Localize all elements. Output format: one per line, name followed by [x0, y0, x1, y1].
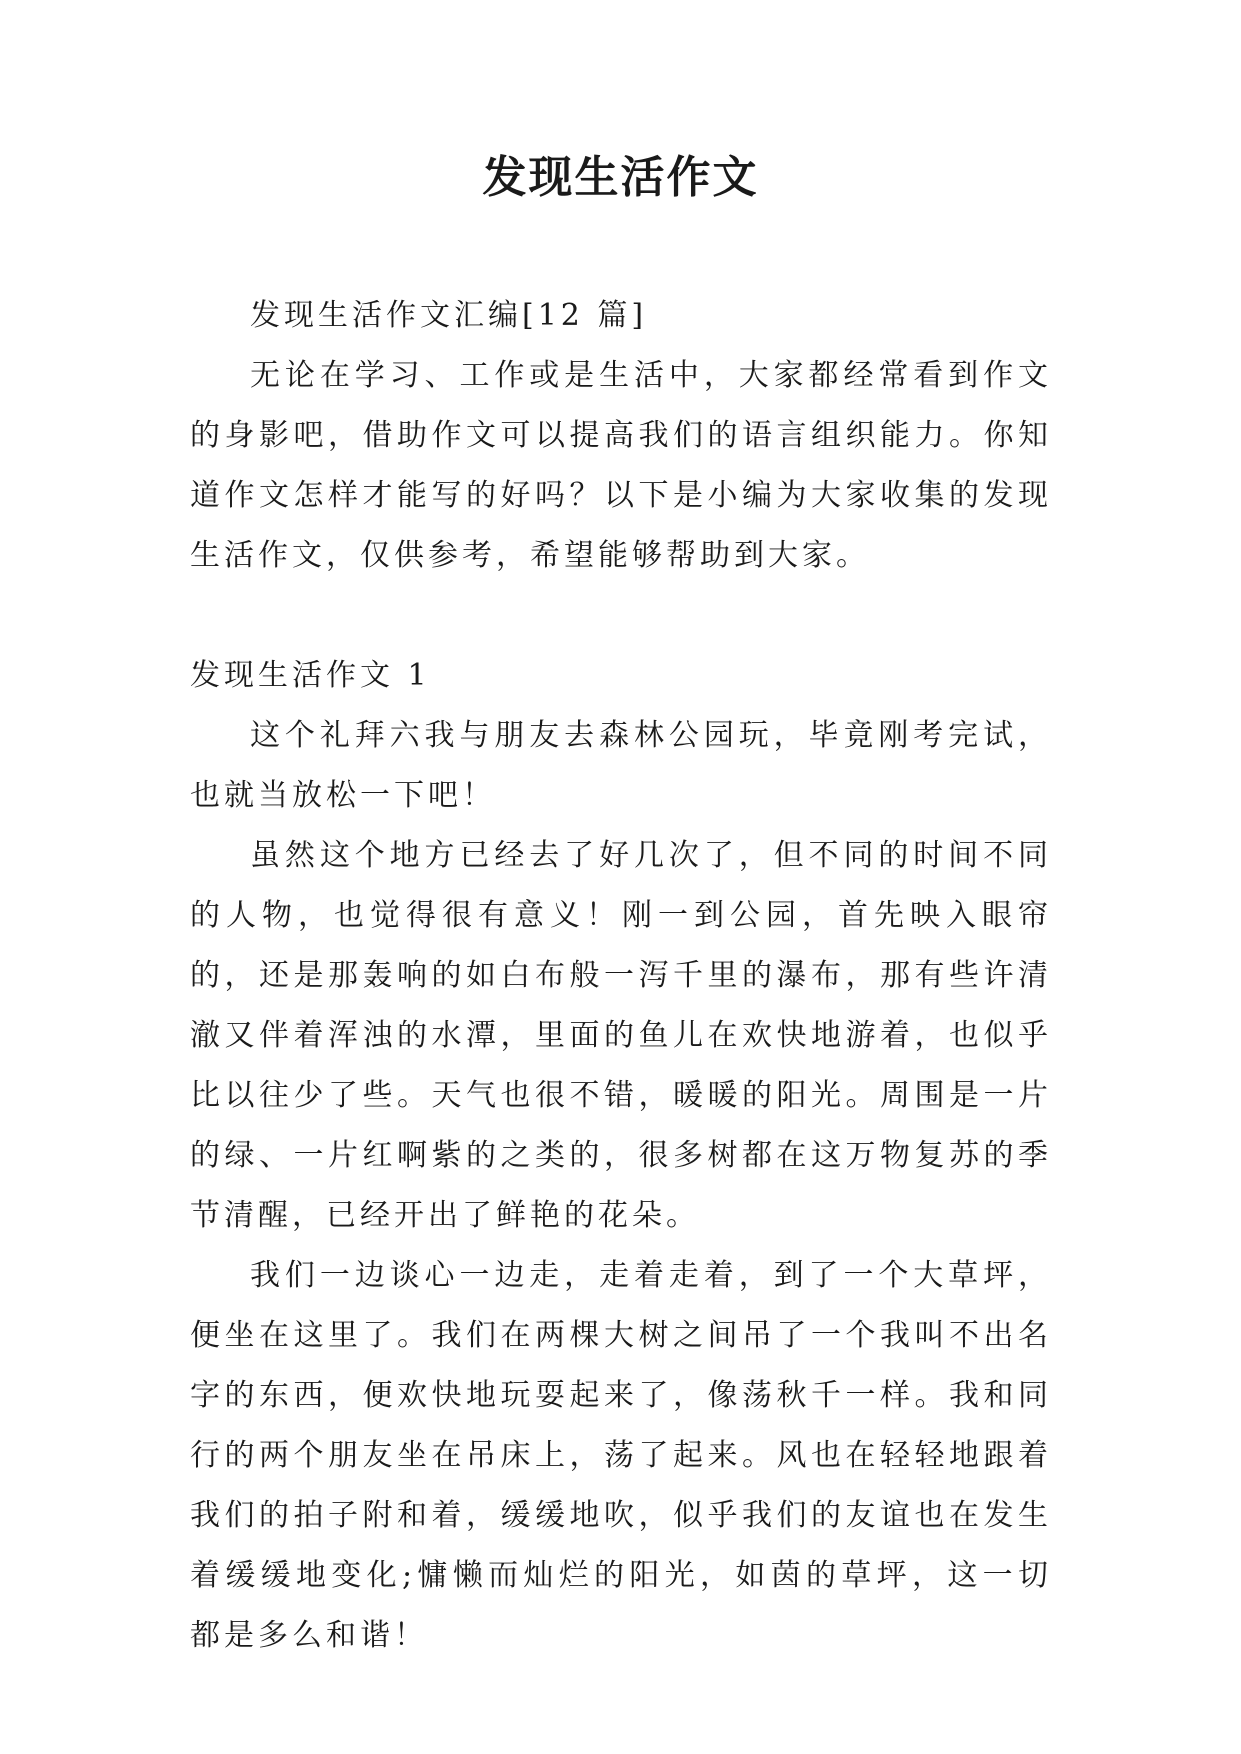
section-heading: 发现生活作文 1	[190, 658, 431, 693]
document-subtitle: 发现生活作文汇编[12 篇]	[250, 298, 648, 333]
document-title: 发现生活作文	[482, 152, 759, 203]
intro-paragraph: 无论在学习、工作或是生活中，大家都经常看到作文的身影吧，借助作文可以提高我们的语言组织能力。你知道作文怎样才能写的好吗？以下是小编为大家收集的发现生活作文，仅供参考，希望能够帮助到大家。	[190, 358, 1052, 573]
body-paragraph: 这个礼拜六我与朋友去森林公园玩，毕竟刚考完试，也就当放松一下吧！	[190, 718, 1052, 813]
body-paragraph: 我们一边谈心一边走，走着走着，到了一个大草坪，便坐在这里了。我们在两棵大树之间吊了一个我叫不出名字的东西，便欢快地玩耍起来了，像荡秋千一样。我和同行的两个朋友坐在吊床上，荡了起来。风也在轻轻地跟着我们的拍子附和着，缓缓地吹，似乎我们的友谊也在发生着缓缓地变化;慵懒而灿烂的阳光，如茵的草坪，这一切都是多么和谐！	[190, 1258, 1052, 1653]
body-paragraph: 虽然这个地方已经去了好几次了，但不同的时间不同的人物，也觉得很有意义！刚一到公园，首先映入眼帘的，还是那轰响的如白布般一泻千里的瀑布，那有些许清澈又伴着浑浊的水潭，里面的鱼儿在欢快地游着，也似乎比以往少了些。天气也很不错，暖暖的阳光。周围是一片的绿、一片红啊紫的之类的，很多树都在这万物复苏的季节清醒，已经开出了鲜艳的花朵。	[190, 838, 1052, 1233]
document-body	[190, 286, 1052, 1666]
